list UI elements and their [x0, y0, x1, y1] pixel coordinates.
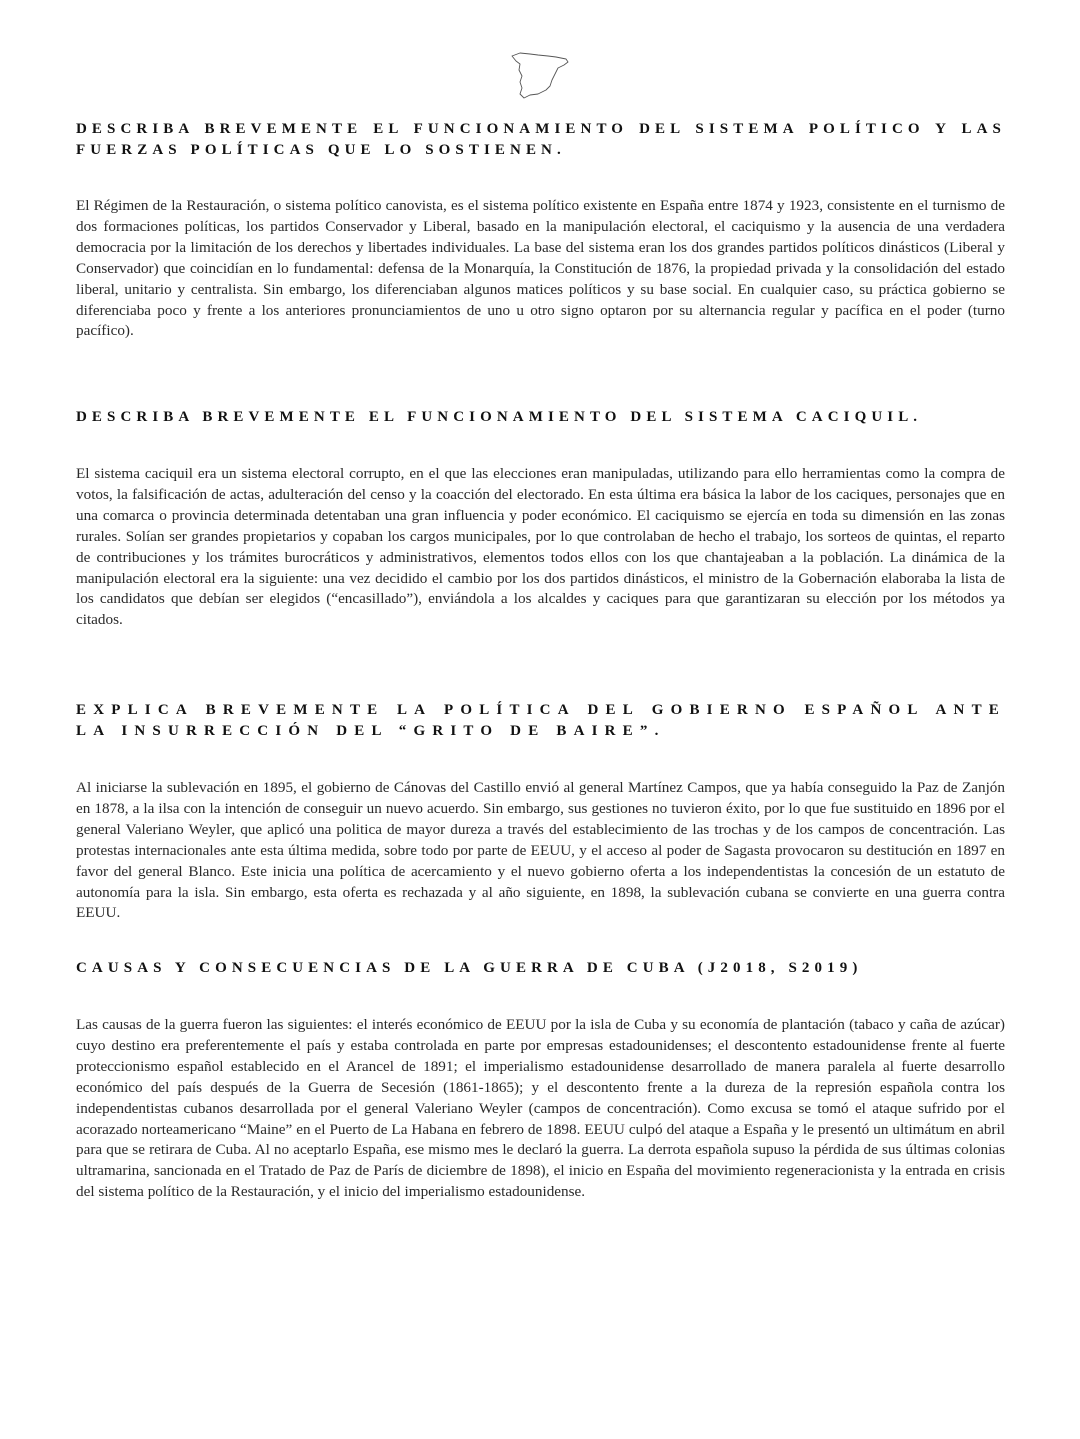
section-title-sistema-politico: DESCRIBA BREVEMENTE EL FUNCIONAMIENTO DEL SISTEMA POLÍTICO Y LAS FUERZAS POLÍTICAS QUE LO SOSTIENEN. [76, 121, 1006, 158]
section-body-grito-de-baire: Al iniciarse la sublevación en 1895, el gobierno de Cánovas del Castillo envió al general Martínez Campos, que ya había conseguido la Paz de Zanjón en 1878, a la ilsa con la intención de conseguir un nuevo acuerdo. Sin embargo, sus gestiones no tuvieron éxito, por lo que fue sustituido en 1896 por el general Valeriano Weyler, que aplicó una politica de mayor dureza a través del establecimiento de las trochas y de los campos de concentración. Las protestas internacionales ante esta última medida, sobre todo por parte de EEUU, y el acceso al poder de Sagasta provocaron su destitución en 1897 en favor del general Blanco. Este inicia una política de acercamiento y el nuevo gobierno oferta a los independentistas la concesión de un estatuto de autonomía para la isla. Sin embargo, esta oferta es rechazada y al año siguiente, en 1898, la sublevación cubana se convierte en una guerra contra EEUU. [76, 779, 1005, 922]
section-title-guerra-de-cuba: CAUSAS Y CONSECUENCIAS DE LA GUERRA DE CUBA (J2018, S2019) [76, 960, 863, 976]
spain-map-outline-icon [508, 50, 572, 102]
section-body-sistema-politico: El Régimen de la Restauración, o sistema político canovista, es el sistema político existente en España entre 1874 y 1923, consistente en el turnismo de dos formaciones políticas, los partidos Conservador y Liberal, basado en la manipulación electoral, el caciquismo y la ausencia de una verdadera democracia por la limitación de los derechos y libertades individuales. La base del sistema eran los dos grandes partidos políticos dinásticos (Liberal y Conservador) que coincidían en lo fundamental: defensa de la Monarquía, la Constitución de 1876, la propiedad privada y la consolidación del estado liberal, unitario y centralista. Sin embargo, los diferenciaban algunos matices políticos y su base social. En cualquier caso, su práctica gobierno se diferenciaba poco y frente a los anteriores pronunciamientos de uno u otro signo optaron por su alternancia regular y pacífica en el poder (turno pacífico). [76, 197, 1005, 340]
section-title-sistema-caciquil: DESCRIBA BREVEMENTE EL FUNCIONAMIENTO DEL SISTEMA CACIQUIL. [76, 409, 923, 425]
section-body-guerra-de-cuba: Las causas de la guerra fueron las siguientes: el interés económico de EEUU por la isla de Cuba y su economía de plantación (tabaco y caña de azúcar) cuyo destino era preferentemente el país y estaba controlada en parte por empresas estadounidenses; el descontento estadounidense frente al fuerte proteccionismo español establecido en el Arancel de 1891; el imperialismo estadounidense desarrollado de manera paralela al fuerte desarrollo económico del país después de la Guerra de Secesión (1861-1865); y el descontento frente a la dureza de la represión española contra los independentistas cubanos desarrollada por el general Valeriano Weyler (campos de concentración). Como excusa se tomó el ataque sufrido por el acorazado norteamericano “Maine” en el Puerto de La Habana en febrero de 1898. EEUU culpó del ataque a España y le presentó un ultimátum en abril para que se retirara de Cuba. Al no aceptarlo España, ese mismo mes le declaró la guerra. La derrota española supuso la pérdida de sus últimas colonias ultramarina, sancionada en el Tratado de Paz de París de diciembre de 1898), el inicio en España del movimiento regeneracionista y la entrada en crisis del sistema político de la Restauración, y el inicio del imperialismo estadounidense. [76, 1016, 1005, 1201]
section-title-grito-de-baire: EXPLICA BREVEMENTE LA POLÍTICA DEL GOBIERNO ESPAÑOL ANTE LA INSURRECCIÓN DEL “GRITO DE BAIRE”. [76, 702, 1006, 739]
section-body-sistema-caciquil: El sistema caciquil era un sistema electoral corrupto, en el que las elecciones eran manipuladas, utilizando para ello herramientas como la compra de votos, la falsificación de actas, adulteración del censo y la coacción del electorado. En esta última era básica la labor de los caciques, personajes que en una comarca o provincia determinada detentaban una gran influencia y poder económico. El caciquismo se ejercía en toda su dimensión en las zonas rurales. Solían ser grandes propietarios y copaban los cargos municipales, por lo que controlaban de hecho el trabajo, los sorteos de quintas, el reparto de contribuciones y los trámites burocráticos y administrativos, elementos todos ellos con los que chantajeaban a la población. La dinámica de la manipulación electoral era la siguiente: una vez decidido el cambio por los dos partidos dinásticos, el ministro de la Gobernación elaboraba la lista de los candidatos que debían ser elegidos (“encasillado”), enviándola a los alcaldes y caciques para que garantizaran su elección por los métodos ya citados. [76, 465, 1005, 629]
